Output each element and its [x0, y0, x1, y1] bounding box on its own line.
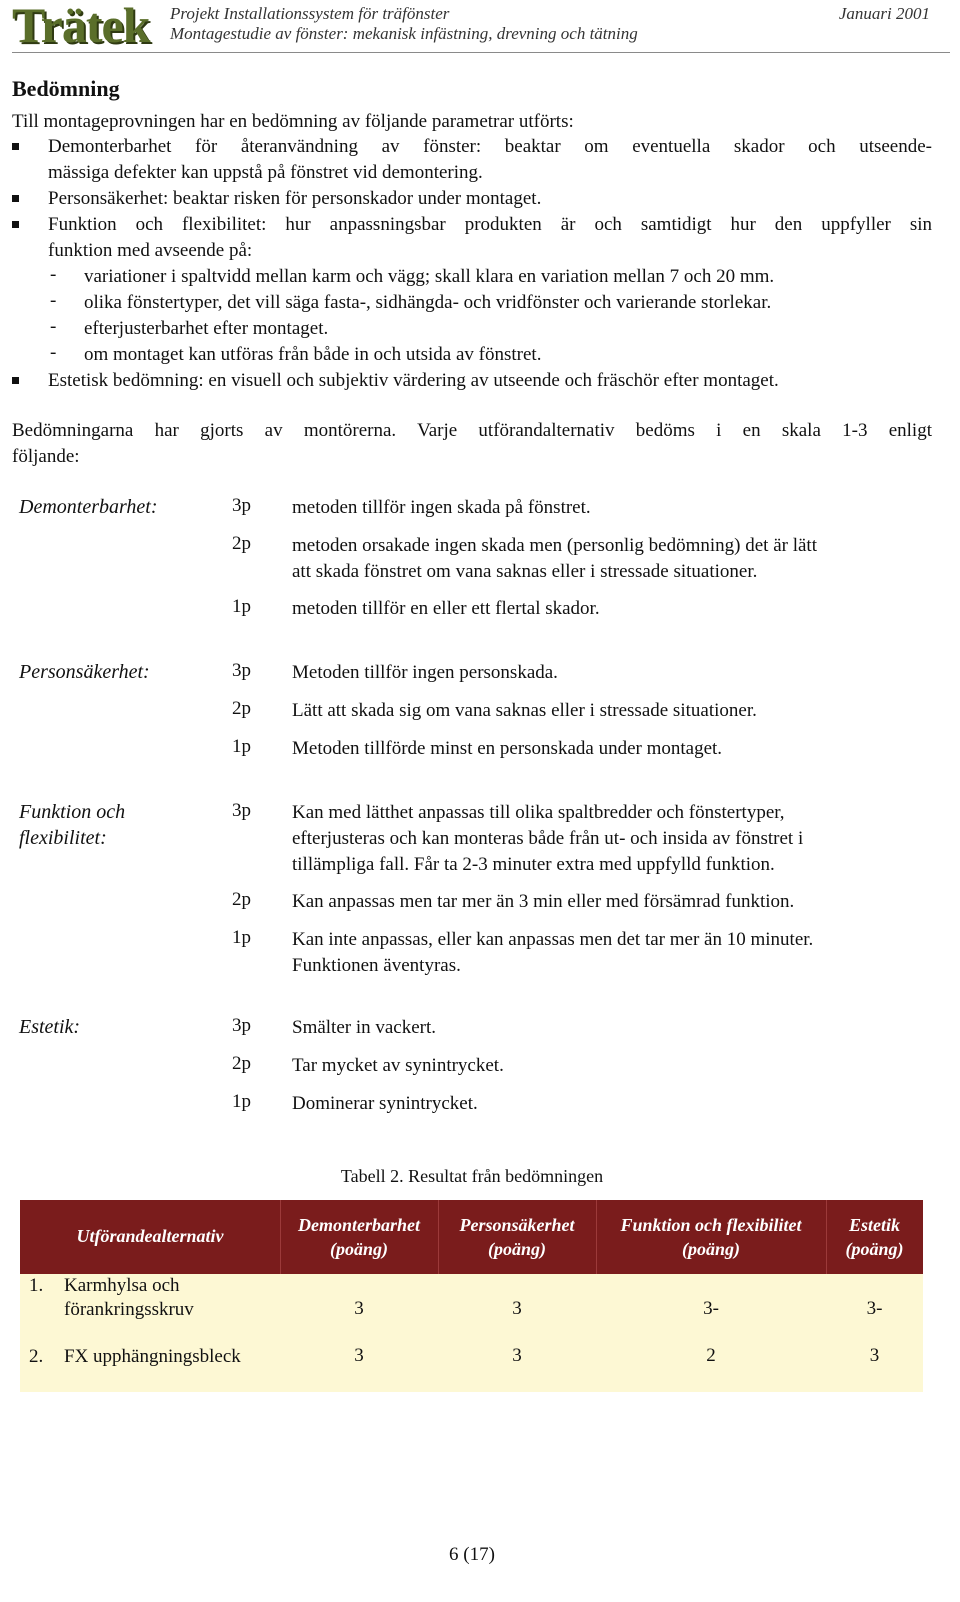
score-description: Kan inte anpassas, eller kan anpassas men det tar mer än 10 minuter. — [292, 929, 814, 950]
table-caption: Tabell 2. Resultat från bedömningen — [340, 1166, 604, 1186]
scale-label-flexibilitet: flexibilitet: — [19, 827, 107, 849]
row-number: 2. — [29, 1346, 44, 1367]
intro-text: Till montageprovningen har en bedömning av följande parametrar utförts: — [12, 111, 574, 132]
bullet-estetik: Estetisk bedömning: en visuell och subjektiv värdering av utseende och fräschör efter montaget. — [48, 370, 779, 391]
scale-label-personsakerhet: Personsäkerhet: — [19, 661, 150, 683]
bullet-demonterbarhet-line2: mässiga defekter kan uppstå på fönstret vid demontering. — [48, 162, 483, 183]
sub-item-fonstertyper: olika fönstertyper, det vill säga fasta-, sidhängda- och vridfönster och varierande storlekar. — [84, 292, 772, 313]
sub-item-efterjusterbarhet: efterjusterbarhet efter montaget. — [84, 318, 329, 339]
cell-personsakerhet: 3 — [512, 1298, 522, 1319]
section-heading: Bedömning — [12, 76, 120, 101]
score-description: Kan anpassas men tar mer än 3 min eller med försämrad funktion. — [292, 891, 795, 912]
row-name: Karmhylsa och — [64, 1275, 180, 1296]
header-subtitle: Montagestudie av fönster: mekanisk infästning, drevning och tätning — [170, 24, 638, 43]
bullet-demonterbarhet-line1: Demonterbarhet för återanvändning av fönster: beaktar om eventuella skador och utseende- — [48, 136, 932, 157]
bullet-icon — [12, 377, 19, 384]
header-estetik-unit: (poäng) — [845, 1239, 904, 1259]
score-3p: 3p — [232, 495, 251, 516]
score-1p: 1p — [232, 1091, 251, 1112]
score-description: Dominerar synintrycket. — [292, 1093, 478, 1114]
cell-funktion: 2 — [706, 1345, 716, 1366]
score-description: Metoden tillförde minst en personskada under montaget. — [292, 738, 723, 759]
page-number: 6 (17) — [449, 1544, 495, 1565]
score-1p: 1p — [232, 596, 251, 617]
scale-label-estetik: Estetik: — [19, 1016, 81, 1038]
cell-estetik: 3 — [869, 1345, 880, 1366]
score-1p: 1p — [232, 927, 251, 948]
header-date: Januari 2001 — [838, 4, 930, 23]
row-name: FX upphängningsbleck — [64, 1346, 241, 1367]
header-utforandealternativ: Utförandealternativ — [76, 1226, 224, 1246]
header-project: Projekt Installationssystem för träfönster — [170, 4, 450, 23]
header-funktion-unit: (poäng) — [682, 1239, 740, 1259]
header-funktion: Funktion och flexibilitet — [620, 1215, 802, 1235]
row-name: förankringsskruv — [64, 1299, 194, 1320]
score-description: efterjusteras och kan monteras både från ut- och insida av fönstret i — [292, 828, 804, 849]
score-description: metoden tillför ingen skada på fönstret. — [292, 497, 591, 518]
score-2p: 2p — [232, 889, 251, 910]
bullet-personsakerhet: Personsäkerhet: beaktar risken för personskador under montaget. — [48, 188, 542, 209]
score-description: metoden tillför en eller ett flertal skador. — [292, 598, 600, 619]
dash-marker: - — [50, 290, 57, 311]
bullet-funktion-line1: Funktion och flexibilitet: hur anpassningsbar produkten är och samtidigt hur den uppfyller sin — [48, 214, 932, 235]
score-2p: 2p — [232, 1053, 251, 1074]
header-personsakerhet-unit: (poäng) — [488, 1239, 546, 1259]
scale-intro-line2: följande: — [12, 446, 80, 467]
score-3p: 3p — [232, 1015, 251, 1036]
dash-marker: - — [50, 316, 57, 337]
scale-label-funktion: Funktion och — [19, 801, 126, 823]
table-header-row — [20, 1200, 923, 1274]
score-3p: 3p — [232, 660, 251, 681]
bullet-icon — [12, 195, 19, 202]
scale-label-demonterbarhet: Demonterbarhet: — [19, 496, 158, 518]
cell-personsakerhet: 3 — [512, 1345, 522, 1366]
score-3p: 3p — [232, 800, 251, 821]
header-estetik: Estetik — [848, 1215, 900, 1235]
header-demonterbarhet: Demonterbarhet — [297, 1215, 420, 1235]
header-personsakerhet: Personsäkerhet — [459, 1215, 575, 1235]
row-number: 1. — [29, 1275, 44, 1296]
cell-funktion: 3- — [703, 1298, 719, 1319]
score-description: Tar mycket av synintrycket. — [292, 1055, 504, 1076]
score-description: Kan med lätthet anpassas till olika spaltbredder och fönstertyper, — [292, 802, 785, 823]
bullet-funktion-line2: funktion med avseende på: — [48, 240, 253, 261]
score-description: metoden orsakade ingen skada men (personlig bedömning) det är lätt — [292, 535, 817, 556]
header-divider — [12, 52, 950, 53]
tratek-logo — [12, 0, 154, 53]
score-description: Lätt att skada sig om vana saknas eller i stressade situationer. — [292, 700, 757, 721]
results-table — [20, 1200, 923, 1392]
header-demonterbarhet-unit: (poäng) — [330, 1239, 388, 1259]
sub-item-spaltvidd: variationer i spaltvidd mellan karm och vägg; skall klara en variation mellan 7 och 20 mm. — [84, 266, 775, 287]
score-description: Smälter in vackert. — [292, 1017, 437, 1038]
score-1p: 1p — [232, 736, 251, 757]
sub-item-in-utsida: om montaget kan utföras från både in och utsida av fönstret. — [84, 344, 542, 365]
score-2p: 2p — [232, 698, 251, 719]
score-description: Metoden tillför ingen personskada. — [292, 662, 558, 683]
dash-marker: - — [50, 264, 57, 285]
bullet-icon — [12, 221, 19, 228]
score-description: Funktionen äventyras. — [292, 955, 461, 976]
score-description: tillämpliga fall. Får ta 2-3 minuter extra med uppfylld funktion. — [292, 854, 775, 875]
score-2p: 2p — [232, 533, 251, 554]
cell-demonterbarhet: 3 — [354, 1345, 364, 1366]
cell-demonterbarhet: 3 — [354, 1298, 364, 1319]
logo-text: Trätek — [12, 0, 150, 53]
dash-marker: - — [50, 342, 57, 363]
scale-intro-line1: Bedömningarna har gjorts av montörerna. Varje utförandalternativ bedöms i en skala 1-3 enligt — [12, 420, 932, 441]
cell-estetik: 3- — [866, 1298, 883, 1319]
bullet-icon — [12, 143, 19, 150]
score-description: att skada fönstret om vana saknas eller i stressade situationer. — [292, 561, 758, 582]
